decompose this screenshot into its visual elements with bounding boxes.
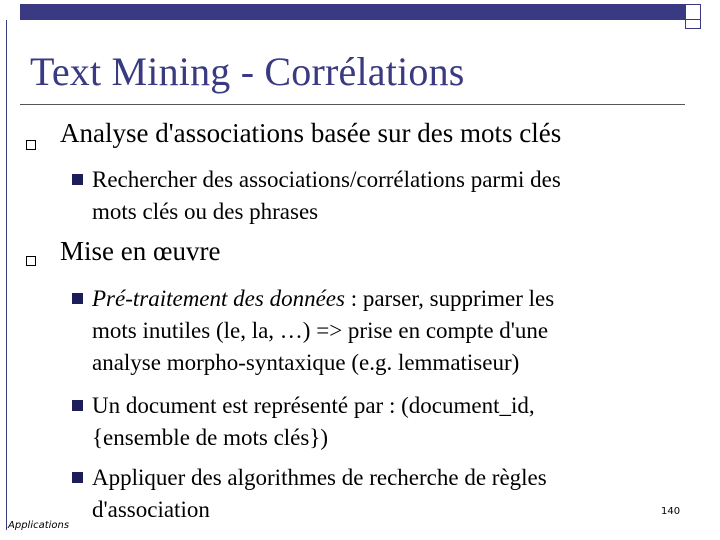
title-divider: [20, 104, 685, 105]
corner-square-lower: [685, 20, 701, 29]
bullet-line: d'association: [92, 497, 210, 522]
bullet-line: mots inutiles (le, la, …) => prise en compte d'une: [92, 318, 549, 343]
bullet-line: {ensemble de mots clés}): [92, 425, 329, 450]
section-heading-1: Analyse d'associations basée sur des mots clés: [60, 118, 562, 148]
bullet-item: [92, 164, 672, 228]
bullet-text: : parser, supprimer les: [344, 286, 555, 311]
emphasis-text: Pré-traitement des données: [92, 286, 345, 311]
slide-title: Text Mining - Corrélations: [30, 49, 465, 94]
filled-square-bullet-icon: [72, 472, 83, 483]
filled-square-bullet-icon: [72, 174, 83, 185]
section-heading-2: Mise en œuvre: [60, 236, 221, 266]
bullet-item: [92, 390, 672, 454]
footer-section-label: Applications: [8, 520, 70, 531]
header-bar: [20, 4, 685, 20]
filled-square-bullet-icon: [72, 293, 83, 304]
bullet-line: Appliquer des algorithmes de recherche de règles: [92, 465, 547, 490]
hollow-square-bullet-icon: [26, 140, 36, 150]
bullet-line: [92, 283, 672, 315]
bullet-item: [92, 283, 672, 379]
bullet-line: analyse morpho-syntaxique (e.g. lemmatiseur): [92, 350, 520, 375]
hollow-square-bullet-icon: [26, 256, 36, 266]
bullet-line: mots clés ou des phrases: [92, 199, 319, 224]
bullet-line: Un document est représenté par : (document_id,: [92, 393, 535, 418]
page-number: 140: [661, 506, 681, 517]
corner-square: [685, 4, 701, 20]
left-rule: [6, 20, 7, 530]
bullet-item: [92, 462, 672, 526]
filled-square-bullet-icon: [72, 400, 83, 411]
bullet-line: Rechercher des associations/corrélations parmi des: [92, 167, 561, 192]
